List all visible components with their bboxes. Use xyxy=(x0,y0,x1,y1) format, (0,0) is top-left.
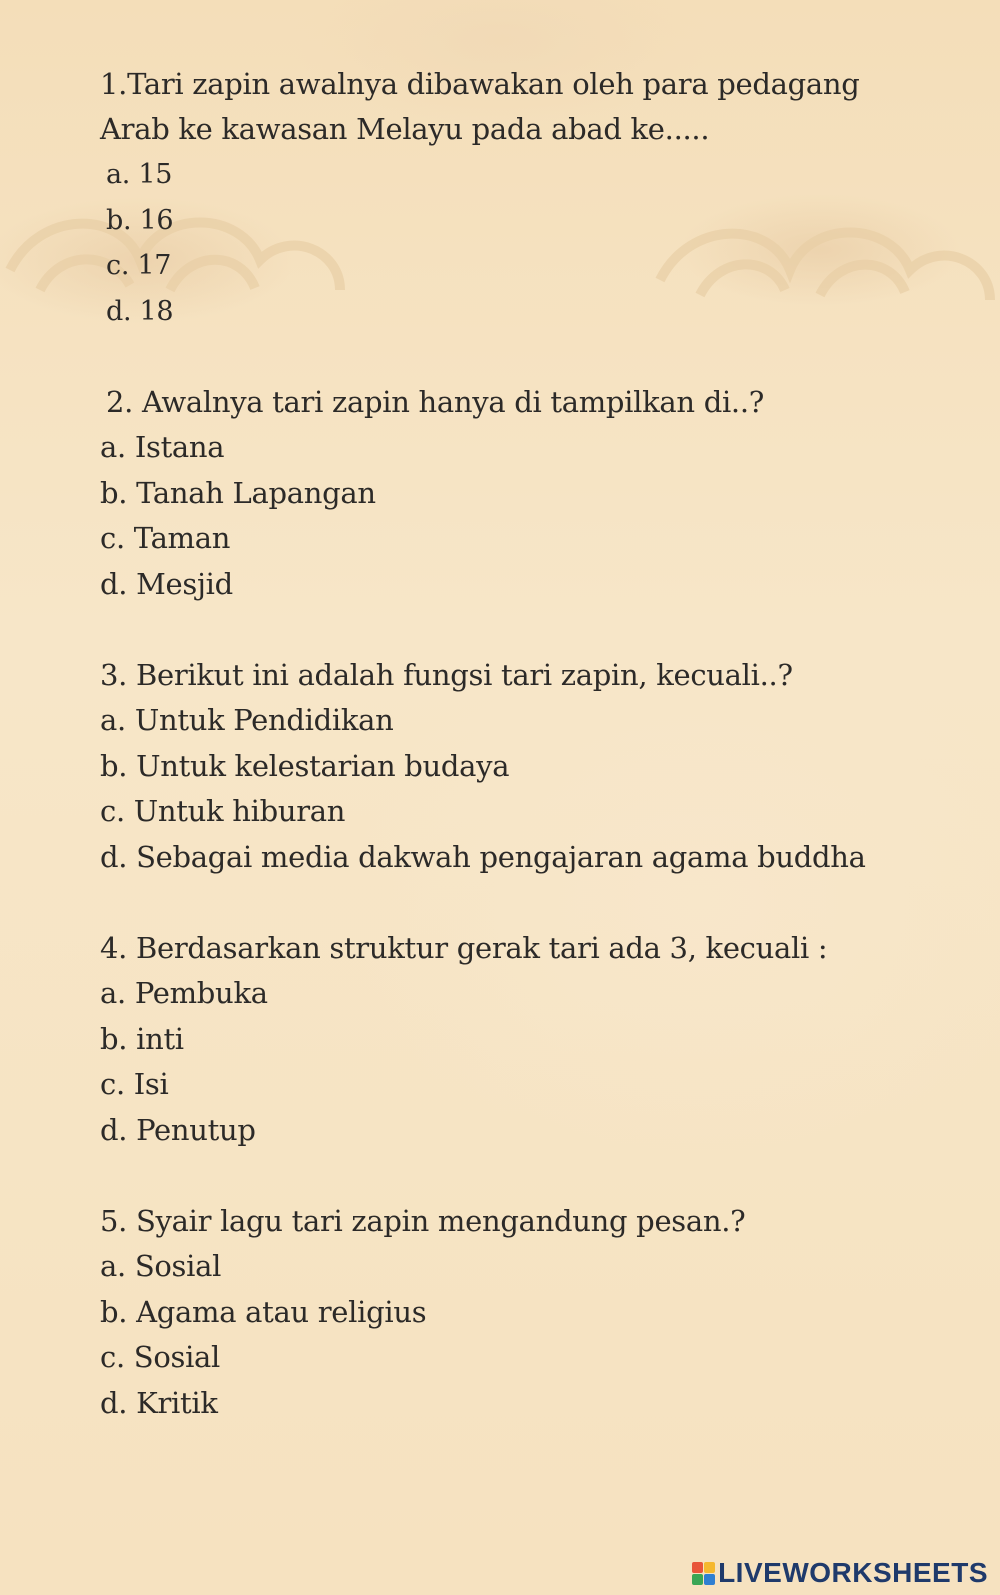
option-b[interactable]: b. Agama atau religius xyxy=(100,1294,427,1329)
question-text: 3. Berikut ini adalah fungsi tari zapin, kecuali..? xyxy=(100,658,793,692)
option-b[interactable]: b. Tanah Lapangan xyxy=(100,475,376,510)
option-d[interactable]: d. Mesjid xyxy=(100,566,233,601)
question-text: 2. Awalnya tari zapin hanya di tampilkan di..? xyxy=(106,385,765,419)
question-2 xyxy=(100,380,920,607)
option-d[interactable]: d. 18 xyxy=(106,295,174,327)
question-5 xyxy=(100,1199,920,1426)
question-4 xyxy=(100,926,920,1153)
option-a[interactable]: a. Sosial xyxy=(100,1249,222,1283)
option-d[interactable]: d. Kritik xyxy=(100,1385,218,1420)
option-c[interactable]: c. Taman xyxy=(100,521,231,555)
option-d[interactable]: d. Penutup xyxy=(100,1112,256,1147)
question-text: 1.Tari zapin awalnya dibawakan oleh para pedagang Arab ke kawasan Melayu pada abad ke..... xyxy=(100,67,860,146)
logo-square-green xyxy=(692,1574,703,1585)
option-b[interactable]: b. 16 xyxy=(106,204,174,236)
brand-name: LIVEWORKSHEETS xyxy=(718,1557,988,1588)
option-b[interactable]: b. inti xyxy=(100,1021,184,1056)
option-c[interactable]: c. Sosial xyxy=(100,1340,221,1374)
option-a[interactable]: a. Untuk Pendidikan xyxy=(100,703,394,737)
logo-square-yellow xyxy=(704,1562,715,1573)
question-1 xyxy=(100,62,920,334)
option-c[interactable]: c. 17 xyxy=(106,250,172,281)
logo-square-blue xyxy=(704,1574,715,1585)
option-d[interactable]: d. Sebagai media dakwah pengajaran agama buddha xyxy=(100,839,866,874)
question-text: 4. Berdasarkan struktur gerak tari ada 3, kecuali : xyxy=(100,931,828,965)
liveworksheets-logo-icon xyxy=(692,1562,715,1585)
option-a[interactable]: a. 15 xyxy=(106,159,173,190)
option-b[interactable]: b. Untuk kelestarian budaya xyxy=(100,748,510,783)
option-a[interactable]: a. Pembuka xyxy=(100,976,268,1010)
option-a[interactable]: a. Istana xyxy=(100,430,225,464)
question-3 xyxy=(100,653,920,880)
worksheet xyxy=(100,62,920,1472)
option-c[interactable]: c. Untuk hiburan xyxy=(100,794,346,828)
liveworksheets-logo[interactable] xyxy=(692,1557,988,1589)
question-text: 5. Syair lagu tari zapin mengandung pesan.? xyxy=(100,1204,746,1238)
logo-square-red xyxy=(692,1562,703,1573)
option-c[interactable]: c. Isi xyxy=(100,1067,169,1101)
